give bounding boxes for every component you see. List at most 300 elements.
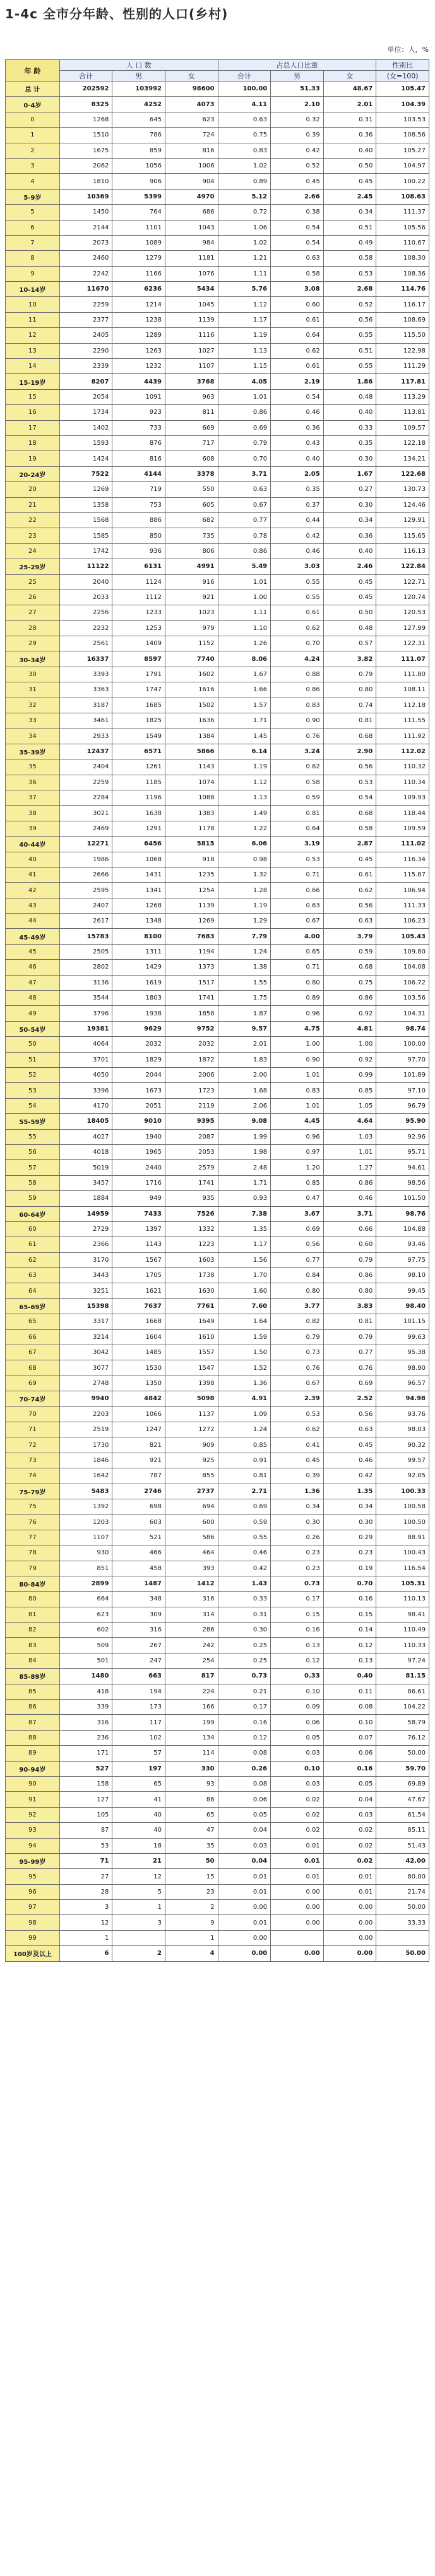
pop-male-cell: 6131 <box>112 559 165 574</box>
share-total-cell: 1.19 <box>218 898 271 913</box>
age-cell: 35 <box>6 759 60 775</box>
sex-ratio-cell: 33.33 <box>376 1915 429 1930</box>
sex-ratio-cell: 101.15 <box>376 1314 429 1329</box>
share-female-cell: 0.45 <box>323 590 376 605</box>
pop-total-cell: 316 <box>59 1715 112 1730</box>
share-total-cell: 0.42 <box>218 1561 271 1576</box>
pop-female-cell: 1139 <box>165 898 218 913</box>
header-share-total: 合计 <box>218 71 271 82</box>
sex-ratio-cell: 110.49 <box>376 1623 429 1638</box>
pop-total-cell: 2469 <box>59 821 112 836</box>
pop-male-cell: 1238 <box>112 312 165 327</box>
table-row <box>6 574 429 590</box>
sex-ratio-cell: 104.31 <box>376 1006 429 1021</box>
pop-male-cell: 57 <box>112 1746 165 1761</box>
table-row <box>6 512 429 528</box>
pop-total-cell: 2802 <box>59 960 112 975</box>
sex-ratio-cell: 111.33 <box>376 898 429 913</box>
age-cell: 86 <box>6 1700 60 1715</box>
pop-female-cell: 921 <box>165 590 218 605</box>
pop-total-cell: 12437 <box>59 744 112 759</box>
pop-total-cell: 1268 <box>59 112 112 127</box>
age-cell: 41 <box>6 867 60 882</box>
pop-female-cell: 7683 <box>165 929 218 944</box>
pop-total-cell: 2505 <box>59 944 112 959</box>
share-total-cell: 1.22 <box>218 821 271 836</box>
pop-male-cell: 8597 <box>112 651 165 667</box>
share-total-cell: 1.83 <box>218 1052 271 1067</box>
table-row <box>6 1360 429 1376</box>
sex-ratio-cell: 98.90 <box>376 1360 429 1376</box>
pop-female-cell: 2119 <box>165 1098 218 1113</box>
table-row <box>6 1623 429 1638</box>
pop-total-cell: 1884 <box>59 1191 112 1206</box>
sex-ratio-cell: 110.13 <box>376 1592 429 1607</box>
share-total-cell: 2.71 <box>218 1484 271 1499</box>
share-male-cell: 0.86 <box>271 682 324 698</box>
table-row <box>6 790 429 805</box>
age-cell: 27 <box>6 605 60 620</box>
share-total-cell: 1.26 <box>218 636 271 651</box>
age-cell: 15-19岁 <box>6 374 60 389</box>
pop-female-cell: 4073 <box>165 97 218 112</box>
share-total-cell: 5.76 <box>218 282 271 297</box>
share-male-cell: 0.33 <box>271 1669 324 1684</box>
sex-ratio-cell: 122.71 <box>376 574 429 590</box>
share-male-cell: 0.54 <box>271 389 324 404</box>
pop-total-cell: 930 <box>59 1545 112 1561</box>
sex-ratio-cell: 122.84 <box>376 559 429 574</box>
pop-total-cell: 2259 <box>59 775 112 790</box>
age-cell: 5 <box>6 205 60 220</box>
share-male-cell: 0.71 <box>271 960 324 975</box>
pop-total-cell: 1402 <box>59 420 112 435</box>
pop-male-cell: 1091 <box>112 389 165 404</box>
age-cell: 5-9岁 <box>6 189 60 204</box>
table-row <box>6 960 429 975</box>
age-cell: 55 <box>6 1129 60 1144</box>
share-female-cell: 0.92 <box>323 1006 376 1021</box>
share-total-cell: 1.55 <box>218 975 271 990</box>
share-female-cell: 0.45 <box>323 1437 376 1453</box>
pop-male-cell: 663 <box>112 1669 165 1684</box>
pop-total-cell: 1810 <box>59 174 112 189</box>
share-total-cell: 3.71 <box>218 466 271 481</box>
share-male-cell: 0.80 <box>271 1283 324 1298</box>
share-female-cell: 2.01 <box>323 97 376 112</box>
pop-female-cell: 7740 <box>165 651 218 667</box>
sex-ratio-cell: 116.34 <box>376 852 429 867</box>
pop-female-cell: 811 <box>165 405 218 420</box>
age-cell: 2 <box>6 143 60 158</box>
pop-male-cell: 1056 <box>112 158 165 173</box>
pop-female-cell: 1383 <box>165 806 218 821</box>
table-row <box>6 1052 429 1067</box>
age-cell: 10-14岁 <box>6 282 60 297</box>
share-male-cell: 0.23 <box>271 1545 324 1561</box>
pop-male-cell: 733 <box>112 420 165 435</box>
share-female-cell: 0.48 <box>323 389 376 404</box>
table-row-group <box>6 189 429 204</box>
share-female-cell: 0.23 <box>323 1545 376 1561</box>
sex-ratio-cell: 103.56 <box>376 991 429 1006</box>
header-sex-ratio: 性别比 <box>376 60 429 71</box>
share-female-cell: 0.50 <box>323 605 376 620</box>
sex-ratio-cell: 98.56 <box>376 1175 429 1190</box>
age-cell: 13 <box>6 343 60 358</box>
share-female-cell: 2.87 <box>323 837 376 852</box>
age-cell: 72 <box>6 1437 60 1453</box>
share-female-cell: 3.79 <box>323 929 376 944</box>
share-total-cell: 0.55 <box>218 1530 271 1545</box>
share-male-cell: 0.85 <box>271 1175 324 1190</box>
share-female-cell: 0.68 <box>323 729 376 744</box>
pop-total-cell: 18405 <box>59 1114 112 1129</box>
pop-male-cell: 1185 <box>112 775 165 790</box>
share-male-cell: 0.97 <box>271 1144 324 1159</box>
share-male-cell: 0.76 <box>271 1360 324 1376</box>
share-female-cell: 0.85 <box>323 1083 376 1098</box>
pop-total-cell: 2366 <box>59 1237 112 1252</box>
sex-ratio-cell: 86.61 <box>376 1684 429 1699</box>
age-cell: 15 <box>6 389 60 404</box>
share-female-cell: 0.86 <box>323 1175 376 1190</box>
share-total-cell: 1.06 <box>218 220 271 235</box>
pop-male-cell: 1232 <box>112 359 165 374</box>
pop-male-cell: 1803 <box>112 991 165 1006</box>
share-total-cell: 0.85 <box>218 1437 271 1453</box>
pop-female-cell: 166 <box>165 1700 218 1715</box>
sex-ratio-cell: 97.75 <box>376 1252 429 1267</box>
pop-female-cell: 1088 <box>165 790 218 805</box>
pop-female-cell: 5866 <box>165 744 218 759</box>
pop-total-cell: 2933 <box>59 729 112 744</box>
share-total-cell: 0.93 <box>218 1191 271 1206</box>
table-row <box>6 667 429 682</box>
sex-ratio-cell: 93.46 <box>376 1237 429 1252</box>
pop-male-cell: 1214 <box>112 297 165 312</box>
share-total-cell: 0.72 <box>218 205 271 220</box>
sex-ratio-cell: 97.70 <box>376 1052 429 1067</box>
table-row <box>6 1700 429 1715</box>
table-row <box>6 883 429 898</box>
share-male-cell: 0.41 <box>271 1437 324 1453</box>
share-male-cell: 0.61 <box>271 359 324 374</box>
age-cell: 78 <box>6 1545 60 1561</box>
age-cell: 4 <box>6 174 60 189</box>
share-male-cell: 0.32 <box>271 112 324 127</box>
sex-ratio-cell: 110.34 <box>376 775 429 790</box>
pop-male-cell: 1311 <box>112 944 165 959</box>
age-cell: 80-84岁 <box>6 1576 60 1591</box>
share-total-cell: 0.63 <box>218 482 271 497</box>
table-row <box>6 944 429 959</box>
share-male-cell: 0.56 <box>271 1237 324 1252</box>
share-total-cell: 100.00 <box>218 82 271 97</box>
age-cell: 25 <box>6 574 60 590</box>
pop-total-cell: 2748 <box>59 1376 112 1391</box>
header-pop-total: 合计 <box>59 71 112 82</box>
table-row <box>6 1237 429 1252</box>
sex-ratio-cell: 103.53 <box>376 112 429 127</box>
share-male-cell: 1.00 <box>271 1037 324 1052</box>
sex-ratio-cell: 120.53 <box>376 605 429 620</box>
pop-male-cell: 5399 <box>112 189 165 204</box>
share-female-cell: 0.00 <box>323 1930 376 1945</box>
table-row <box>6 1283 429 1298</box>
table-row <box>6 251 429 266</box>
share-total-cell: 1.24 <box>218 944 271 959</box>
sex-ratio-cell: 59.70 <box>376 1761 429 1776</box>
share-female-cell: 0.99 <box>323 1068 376 1083</box>
pop-female-cell: 4970 <box>165 189 218 204</box>
share-female-cell: 0.48 <box>323 620 376 636</box>
share-female-cell: 0.51 <box>323 343 376 358</box>
age-cell: 28 <box>6 620 60 636</box>
pop-male-cell: 1825 <box>112 713 165 729</box>
table-row <box>6 1530 429 1545</box>
pop-male-cell: 521 <box>112 1530 165 1545</box>
sex-ratio-cell: 110.32 <box>376 759 429 775</box>
share-total-cell: 1.99 <box>218 1129 271 1144</box>
pop-male-cell: 906 <box>112 174 165 189</box>
share-female-cell: 0.55 <box>323 328 376 343</box>
pop-total-cell: 158 <box>59 1776 112 1791</box>
share-male-cell: 0.83 <box>271 698 324 713</box>
share-female-cell: 0.19 <box>323 1561 376 1576</box>
pop-total-cell: 53 <box>59 1838 112 1853</box>
table-row <box>6 235 429 250</box>
table-row-group <box>6 97 429 112</box>
share-total-cell: 0.30 <box>218 1623 271 1638</box>
pop-total-cell: 1203 <box>59 1515 112 1530</box>
share-female-cell: 0.79 <box>323 667 376 682</box>
share-female-cell: 0.54 <box>323 790 376 805</box>
pop-female-cell: 925 <box>165 1453 218 1468</box>
share-female-cell: 0.45 <box>323 852 376 867</box>
share-female-cell: 0.58 <box>323 251 376 266</box>
pop-female-cell: 608 <box>165 451 218 466</box>
share-male-cell: 4.45 <box>271 1114 324 1129</box>
share-male-cell: 0.46 <box>271 543 324 559</box>
share-total-cell: 1.66 <box>218 682 271 698</box>
pop-female-cell: 1858 <box>165 1006 218 1021</box>
pop-female-cell: 694 <box>165 1499 218 1514</box>
sex-ratio-cell: 111.29 <box>376 359 429 374</box>
age-cell: 80 <box>6 1592 60 1607</box>
share-male-cell: 0.89 <box>271 991 324 1006</box>
pop-male-cell: 1068 <box>112 852 165 867</box>
table-header <box>6 60 429 82</box>
pop-total-cell: 3 <box>59 1900 112 1915</box>
share-total-cell: 0.86 <box>218 405 271 420</box>
pop-male-cell: 267 <box>112 1638 165 1653</box>
table-row <box>6 128 429 143</box>
sex-ratio-cell: 100.50 <box>376 1515 429 1530</box>
age-cell: 91 <box>6 1792 60 1807</box>
pop-male-cell: 850 <box>112 528 165 543</box>
share-male-cell: 0.36 <box>271 420 324 435</box>
share-female-cell: 0.00 <box>323 1946 376 1961</box>
pop-male-cell: 316 <box>112 1623 165 1638</box>
sex-ratio-cell: 58.79 <box>376 1715 429 1730</box>
sex-ratio-cell: 50.00 <box>376 1900 429 1915</box>
pop-female-cell: 7526 <box>165 1206 218 1221</box>
pop-female-cell: 904 <box>165 174 218 189</box>
share-male-cell: 0.70 <box>271 636 324 651</box>
share-female-cell: 0.68 <box>323 806 376 821</box>
age-cell: 3 <box>6 158 60 173</box>
pop-male-cell: 6456 <box>112 837 165 852</box>
age-cell: 81 <box>6 1607 60 1622</box>
sex-ratio-cell: 122.31 <box>376 636 429 651</box>
table-row <box>6 1068 429 1083</box>
share-total-cell: 0.46 <box>218 1545 271 1561</box>
share-total-cell: 1.60 <box>218 1283 271 1298</box>
share-female-cell: 0.61 <box>323 867 376 882</box>
sex-ratio-cell: 97.10 <box>376 1083 429 1098</box>
age-cell: 14 <box>6 359 60 374</box>
pop-female-cell: 1603 <box>165 1252 218 1267</box>
pop-total-cell: 10369 <box>59 189 112 204</box>
table-row <box>6 1037 429 1052</box>
sex-ratio-cell: 99.45 <box>376 1283 429 1298</box>
share-total-cell: 1.02 <box>218 235 271 250</box>
share-female-cell: 0.63 <box>323 1422 376 1437</box>
pop-female-cell: 984 <box>165 235 218 250</box>
pop-total-cell: 3170 <box>59 1252 112 1267</box>
pop-female-cell: 806 <box>165 543 218 559</box>
age-cell: 67 <box>6 1345 60 1360</box>
share-male-cell: 1.01 <box>271 1098 324 1113</box>
pop-male-cell: 1604 <box>112 1329 165 1345</box>
age-cell: 62 <box>6 1252 60 1267</box>
pop-total-cell: 71 <box>59 1853 112 1868</box>
table-row <box>6 1869 429 1884</box>
share-total-cell: 1.19 <box>218 328 271 343</box>
share-total-cell: 2.01 <box>218 1037 271 1052</box>
pop-female-cell: 2006 <box>165 1068 218 1083</box>
age-cell: 53 <box>6 1083 60 1098</box>
share-male-cell: 0.10 <box>271 1761 324 1776</box>
age-cell: 11 <box>6 312 60 327</box>
share-female-cell: 0.70 <box>323 1576 376 1591</box>
pop-female-cell: 600 <box>165 1515 218 1530</box>
pop-male-cell: 2051 <box>112 1098 165 1113</box>
share-male-cell: 0.67 <box>271 1376 324 1391</box>
share-male-cell: 0.88 <box>271 667 324 682</box>
table-row <box>6 729 429 744</box>
table-row <box>6 590 429 605</box>
share-male-cell: 0.38 <box>271 205 324 220</box>
age-cell: 9 <box>6 266 60 281</box>
age-cell: 26 <box>6 590 60 605</box>
pop-female-cell: 1741 <box>165 1175 218 1190</box>
share-female-cell: 0.04 <box>323 1792 376 1807</box>
share-total-cell: 5.12 <box>218 189 271 204</box>
pop-male-cell: 1261 <box>112 759 165 775</box>
pop-total-cell: 11670 <box>59 282 112 297</box>
sex-ratio-cell: 21.74 <box>376 1884 429 1899</box>
pop-male-cell: 719 <box>112 482 165 497</box>
age-cell: 73 <box>6 1453 60 1468</box>
pop-female-cell: 735 <box>165 528 218 543</box>
share-male-cell: 0.62 <box>271 1422 324 1437</box>
sex-ratio-cell: 111.37 <box>376 205 429 220</box>
pop-female-cell: 1269 <box>165 914 218 929</box>
sex-ratio-cell: 92.05 <box>376 1468 429 1484</box>
share-total-cell: 0.86 <box>218 543 271 559</box>
pop-male-cell: 1143 <box>112 1237 165 1252</box>
pop-female-cell: 316 <box>165 1592 218 1607</box>
share-total-cell: 4.11 <box>218 97 271 112</box>
sex-ratio-cell: 115.65 <box>376 528 429 543</box>
share-total-cell: 0.75 <box>218 128 271 143</box>
pop-total-cell: 171 <box>59 1746 112 1761</box>
age-cell: 75 <box>6 1499 60 1514</box>
pop-female-cell: 464 <box>165 1545 218 1561</box>
pop-male-cell: 876 <box>112 435 165 450</box>
share-total-cell: 0.26 <box>218 1761 271 1776</box>
pop-female-cell: 1602 <box>165 667 218 682</box>
pop-total-cell: 623 <box>59 1607 112 1622</box>
share-male-cell: 0.79 <box>271 1329 324 1345</box>
pop-female-cell: 1152 <box>165 636 218 651</box>
share-male-cell: 0.02 <box>271 1792 324 1807</box>
age-cell: 59 <box>6 1191 60 1206</box>
age-cell: 31 <box>6 682 60 698</box>
sex-ratio-cell: 98.41 <box>376 1607 429 1622</box>
pop-female-cell: 1741 <box>165 991 218 1006</box>
share-total-cell: 0.25 <box>218 1653 271 1668</box>
pop-total-cell: 87 <box>59 1823 112 1838</box>
sex-ratio-cell: 50.00 <box>376 1946 429 1961</box>
share-male-cell: 0.63 <box>271 898 324 913</box>
pop-total-cell: 2203 <box>59 1406 112 1422</box>
pop-male-cell: 6571 <box>112 744 165 759</box>
table-row <box>6 1776 429 1791</box>
pop-male-cell: 1621 <box>112 1283 165 1298</box>
share-female-cell: 0.36 <box>323 528 376 543</box>
pop-male-cell: 1341 <box>112 883 165 898</box>
age-cell: 52 <box>6 1068 60 1083</box>
pop-female-cell: 686 <box>165 205 218 220</box>
share-male-cell: 0.03 <box>271 1746 324 1761</box>
pop-total-cell: 202592 <box>59 82 112 97</box>
share-male-cell: 0.73 <box>271 1576 324 1591</box>
sex-ratio-cell: 116.54 <box>376 1561 429 1576</box>
share-male-cell: 0.30 <box>271 1515 324 1530</box>
age-cell: 0-4岁 <box>6 97 60 112</box>
sex-ratio-cell: 108.30 <box>376 251 429 266</box>
table-row <box>6 975 429 990</box>
age-cell: 17 <box>6 420 60 435</box>
sex-ratio-cell: 130.73 <box>376 482 429 497</box>
share-total-cell: 1.67 <box>218 667 271 682</box>
share-female-cell: 0.30 <box>323 1515 376 1530</box>
age-cell: 100岁及以上 <box>6 1946 60 1961</box>
share-total-cell: 0.21 <box>218 1684 271 1699</box>
share-female-cell: 1.03 <box>323 1129 376 1144</box>
pop-male-cell: 102 <box>112 1730 165 1745</box>
sex-ratio-cell: 95.38 <box>376 1345 429 1360</box>
pop-total-cell: 2666 <box>59 867 112 882</box>
share-total-cell: 0.04 <box>218 1823 271 1838</box>
sex-ratio-cell: 98.10 <box>376 1268 429 1283</box>
share-male-cell: 2.05 <box>271 466 324 481</box>
share-male-cell: 51.33 <box>271 82 324 97</box>
share-total-cell: 6.14 <box>218 744 271 759</box>
